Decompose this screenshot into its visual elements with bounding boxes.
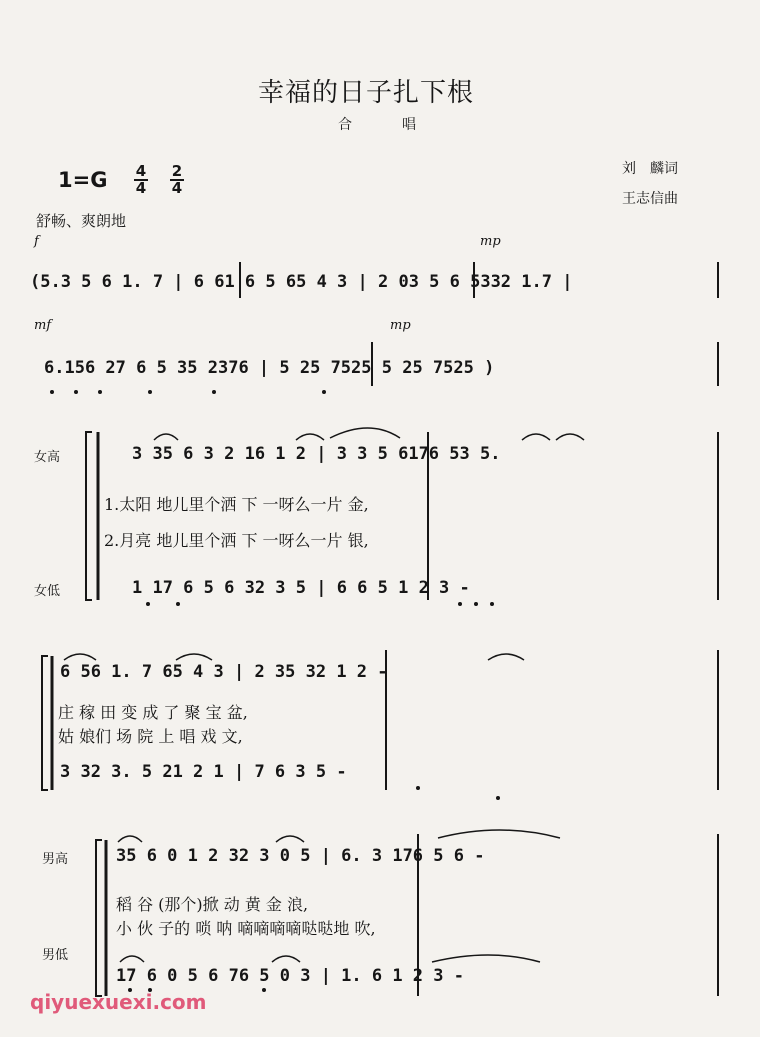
slur xyxy=(64,654,96,660)
page-title: 幸福的日子扎下根 xyxy=(258,78,475,108)
octave-dot xyxy=(50,390,54,394)
sys3-tenor-notes: 35 6 0 1 2 32 3 0 5 | 6. 3 176 5 6 - xyxy=(116,846,485,866)
system-bracket xyxy=(86,432,92,600)
lyricist: 刘 麟词 xyxy=(622,161,678,177)
meter-den: 4 xyxy=(135,179,147,197)
system-bracket xyxy=(42,656,48,790)
part-label-bass: 男低 xyxy=(42,948,69,963)
octave-dot xyxy=(176,602,180,606)
sys2-alto-notes: 3 32 3. 5 21 2 1 | 7 6 3 5 - xyxy=(60,762,347,782)
slur xyxy=(176,654,212,660)
octave-dot xyxy=(496,796,500,800)
intro-notes-line1: (5.3 5 6 1. 7 | 6 61 6 5 65 4 3 | 2 03 5 6 5332 1.7 | xyxy=(30,272,573,292)
octave-dot xyxy=(262,988,266,992)
composer: 王志信曲 xyxy=(622,191,678,207)
slur xyxy=(556,434,584,440)
sys2-lyrics-verse2: 姑 娘们 场 院 上 唱 戏 文, xyxy=(58,727,243,746)
sys3-bass-notes: 17 6 0 5 6 76 5 0 3 | 1. 6 1 2 3 - xyxy=(116,966,464,986)
meter-den: 4 xyxy=(171,179,183,197)
tempo-marking: 舒畅、爽朗地 xyxy=(36,212,127,230)
dynamic-mf: mf xyxy=(34,318,52,333)
watermark: qiyuexuexi.com xyxy=(30,990,207,1014)
sys2-soprano-notes: 6 56 1. 7 65 4 3 | 2 35 32 1 2 - xyxy=(60,662,388,682)
sys3-lyrics-verse2: 小 伙 子的 唢 呐 嘀嘀嘀嘀哒哒地 吹, xyxy=(116,919,376,938)
octave-dot xyxy=(458,602,462,606)
slur xyxy=(488,654,524,660)
octave-dot xyxy=(98,390,102,394)
subtitle: 合 唱 xyxy=(338,117,434,133)
slur xyxy=(276,836,304,842)
octave-dot xyxy=(490,602,494,606)
sys1-lyrics-verse2: 2.月亮 地儿里个洒 下 一呀么一片 银, xyxy=(104,531,369,550)
slur xyxy=(522,434,550,440)
sys1-soprano-notes: 3 35 6 3 2 16 1 2 | 3 3 5 6176 53 5. xyxy=(132,444,501,464)
part-label-alto: 女低 xyxy=(34,584,61,599)
octave-dot xyxy=(146,602,150,606)
octave-dot xyxy=(148,390,152,394)
octave-dot xyxy=(416,786,420,790)
octave-dot xyxy=(74,390,78,394)
sys2-lyrics-verse1: 庄 稼 田 变 成 了 聚 宝 盆, xyxy=(58,703,248,722)
slur xyxy=(432,955,540,962)
system-bracket xyxy=(96,840,102,996)
slur xyxy=(296,434,324,440)
sys1-lyrics-verse1: 1.太阳 地儿里个洒 下 一呀么一片 金, xyxy=(104,495,369,514)
part-label-soprano: 女高 xyxy=(34,450,61,465)
dynamic-mp: mp xyxy=(480,234,501,249)
dynamic-mp: mp xyxy=(390,318,411,333)
slur xyxy=(330,428,400,438)
part-label-tenor: 男高 xyxy=(42,852,69,867)
slur xyxy=(118,836,142,842)
slur xyxy=(120,956,144,962)
dynamic-f: f xyxy=(34,234,39,249)
meter-num: 2 xyxy=(171,162,183,180)
octave-dot xyxy=(474,602,478,606)
slur xyxy=(154,434,178,440)
slur xyxy=(438,830,560,838)
sys1-alto-notes: 1 17 6 5 6 32 3 5 | 6 6 5 1 2 3 - xyxy=(132,578,470,598)
octave-dot xyxy=(212,390,216,394)
octave-dot xyxy=(322,390,326,394)
meter-num: 4 xyxy=(135,162,147,180)
intro-notes-line2: 6.156 27 6 5 35 2376 | 5 25 7525 5 25 7525 ) xyxy=(44,358,495,378)
key-signature: 1=G xyxy=(58,168,108,192)
sys3-lyrics-verse1: 稻 谷 (那个)掀 动 黄 金 浪, xyxy=(116,895,309,914)
slur xyxy=(272,956,300,962)
